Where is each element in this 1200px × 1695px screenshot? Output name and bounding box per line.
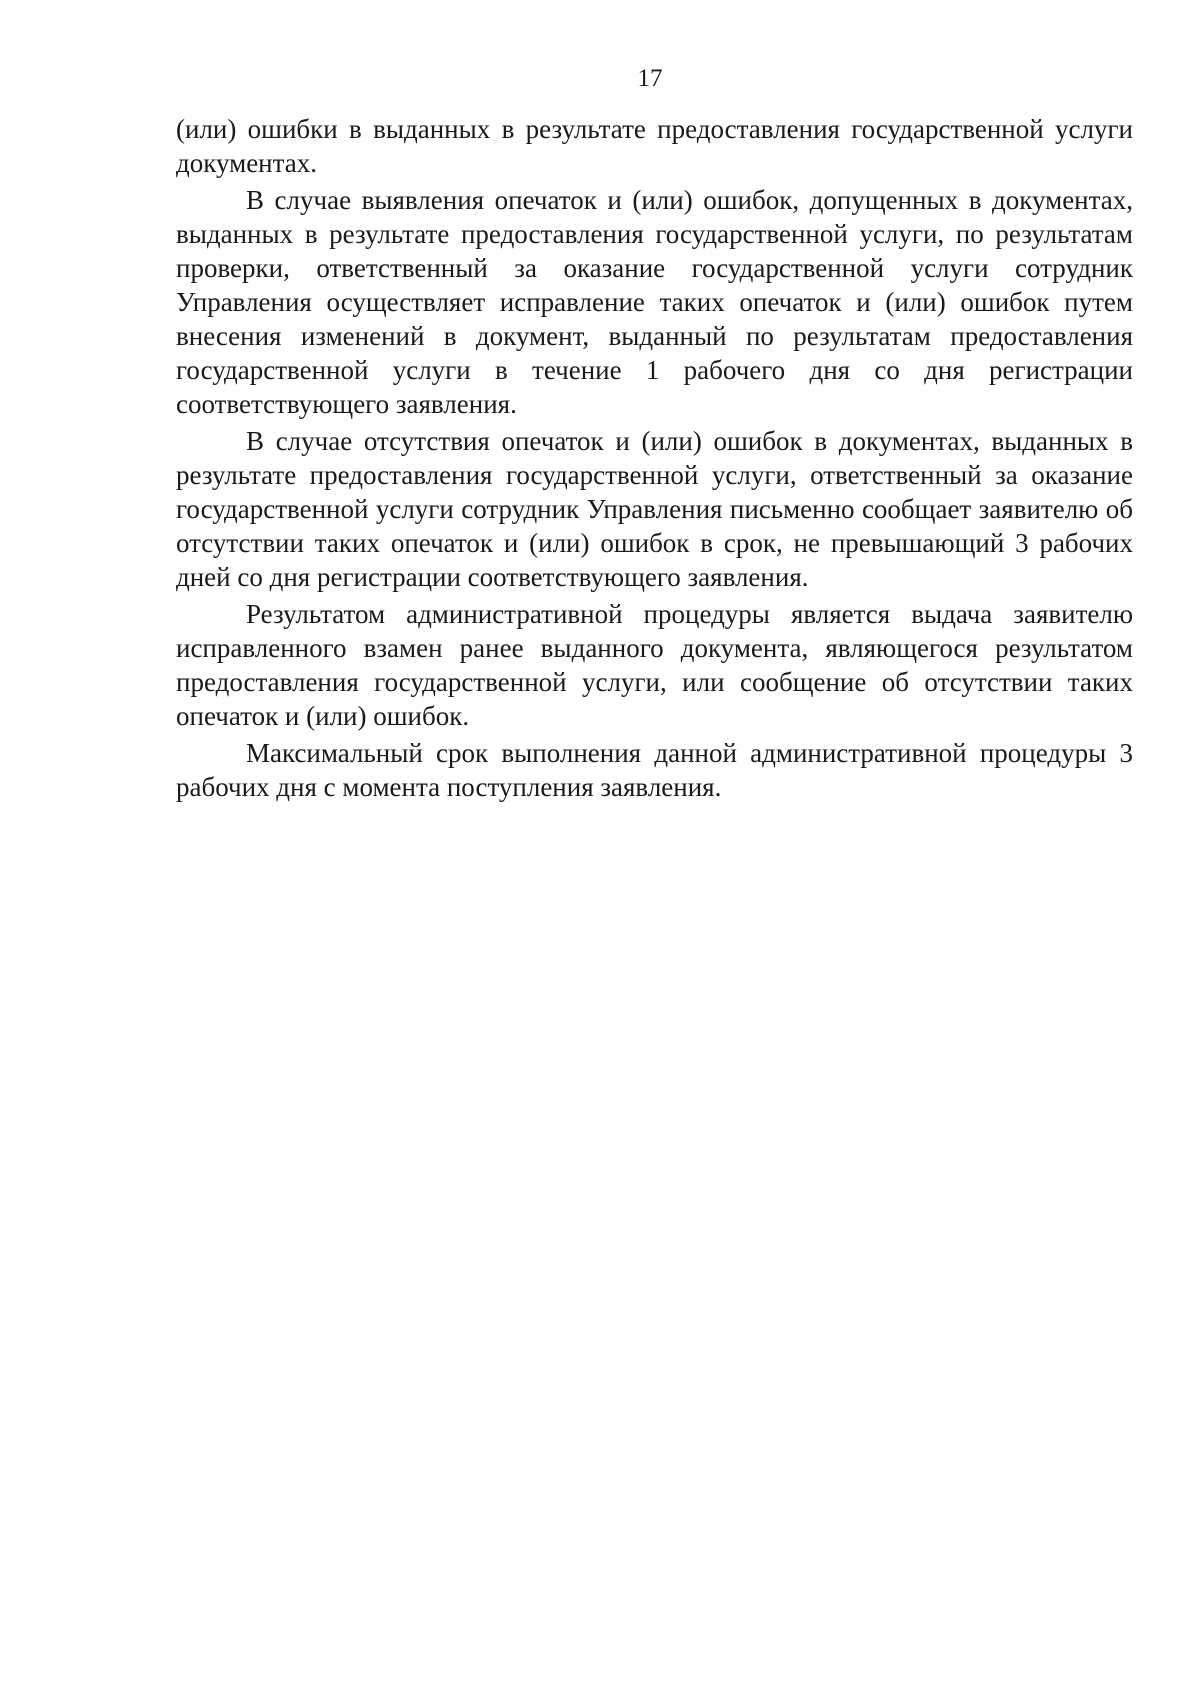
paragraph-continuation: (или) ошибки в выданных в результате предоставления государственной услуги документах.	[176, 114, 1133, 178]
document-body	[176, 112, 1133, 804]
paragraph-max-term: Максимальный срок выполнения данной административной процедуры 3 рабочих дня с момента поступления заявления.	[176, 738, 1133, 802]
page-number: 17	[637, 65, 663, 92]
paragraph-errors-found: В случае выявления опечаток и (или) ошибок, допущенных в документах, выданных в результате предоставления государственной услуги, по результатам проверки, ответственный за оказание государственной услуги сотрудник Управления осуществляет исправление таких опечаток и (или) ошибок путем внесения изменений в документ, выданный по результатам предоставления государственной услуги в течение 1 рабочего дня со дня регистрации соответствующего заявления.	[176, 185, 1133, 419]
paragraph-result: Результатом административной процедуры является выдача заявителю исправленного взамен ранее выданного документа, являющегося результатом предоставления государственной услуги, или сообщение об отсутствии таких опечаток и (или) ошибок.	[176, 599, 1133, 731]
paragraph-no-errors: В случае отсутствия опечаток и (или) ошибок в документах, выданных в результате предоставления государственной услуги, ответственный за оказание государственной услуги сотрудник Управления письменно сообщает заявителю об отсутствии таких опечаток и (или) ошибок в срок, не превышающий 3 рабочих дней со дня регистрации соответствующего заявления.	[176, 426, 1133, 592]
